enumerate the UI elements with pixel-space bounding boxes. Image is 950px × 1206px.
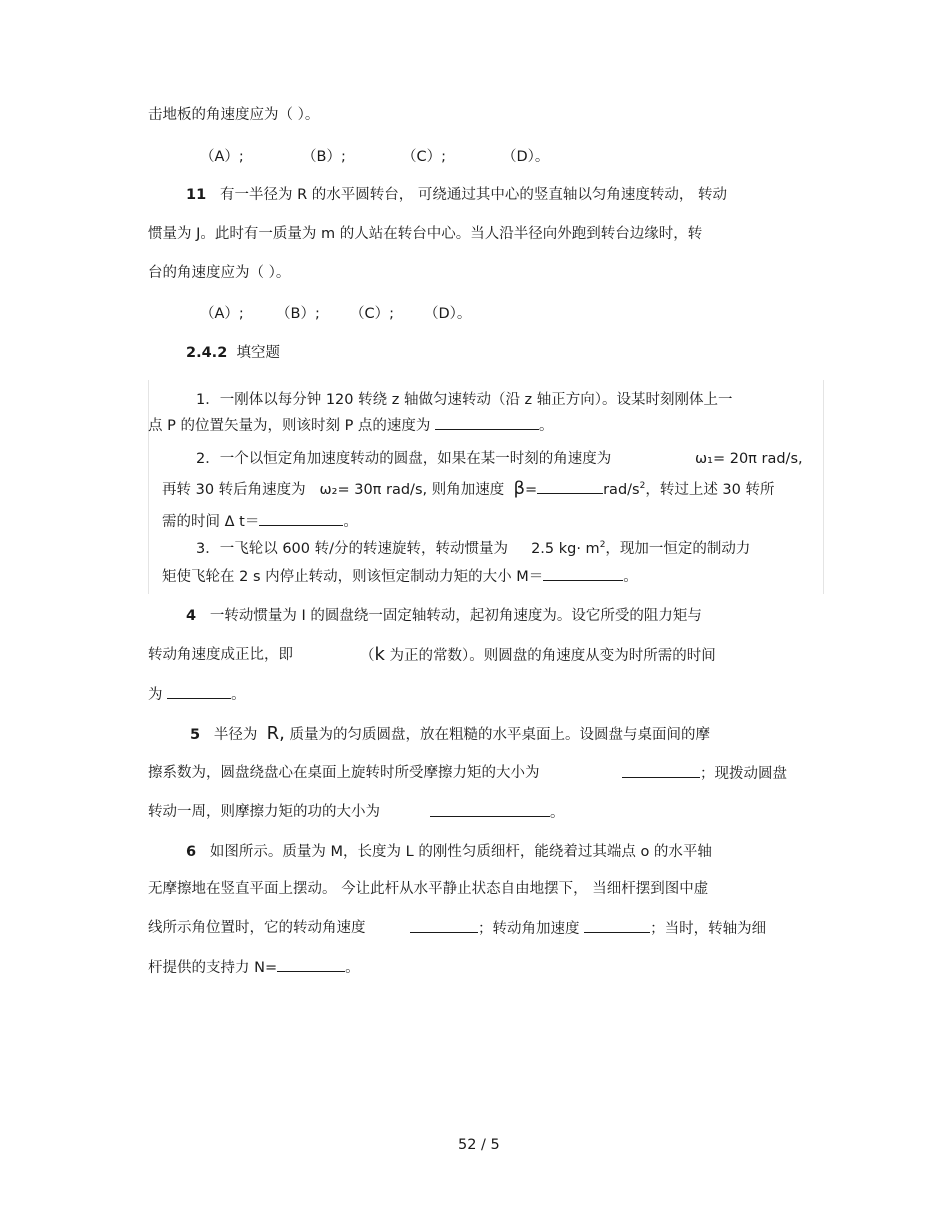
fill4-time-blank[interactable] (167, 684, 231, 699)
fill2-beta: β (513, 478, 525, 499)
fill4-line-3-text: 为 (148, 687, 163, 703)
fill6-line-3-text-c: ；当时，转轴为细 (650, 921, 767, 937)
fill2-line-2-text-c: ，转过上述 30 转所 (645, 482, 775, 498)
fill3-line-1-text-b: ，现加一恒定的制动力 (605, 541, 751, 557)
fill6-alpha-blank[interactable] (584, 918, 650, 933)
fill3-end: 。 (623, 569, 638, 585)
fill6-end: 。 (345, 960, 360, 976)
fill1-end: 。 (539, 418, 554, 434)
fill2-time-blank[interactable] (259, 511, 343, 526)
fill4-k-paren: （ (360, 648, 375, 664)
fill3-line-1 (196, 539, 750, 559)
fill6-line-3 (148, 918, 366, 938)
q10-option-c: （C）; (402, 149, 447, 165)
q10-option-a: （A）; (200, 149, 244, 165)
fill4-line-2-text-b: 为正的常数）。则圆盘的角速度从变为时所需的时间 (389, 648, 716, 664)
fill6-line-4 (148, 957, 360, 978)
fill3-line-2-text: 矩使飞轮在 2 s 内停止转动，则该恒定制动力矩的大小 M＝ (162, 569, 544, 585)
fill3-inertia-sup: 2 (599, 540, 606, 550)
fill2-eq: = (524, 482, 538, 498)
q11-option-d: （D）。 (424, 306, 472, 322)
fill5-work-blank[interactable] (430, 802, 550, 817)
q11-option-c: （C）; (350, 306, 395, 322)
fill5-number: 5 (190, 727, 201, 743)
fill6-line-2: 无摩擦地在竖直平面上摆动。 今让此杆从水平静止状态自由地摆下， 当细杆摆到图中虚 (148, 881, 709, 897)
fill6-line-1 (186, 842, 712, 862)
fill4-line-2 (148, 645, 293, 665)
fill5-line-1-text-b: 质量为的匀质圆盘，放在粗糙的水平桌面上。设圆盘与桌面间的摩 (289, 727, 710, 743)
fill2-line-3-text: 需的时间 Δ t＝ (162, 514, 260, 530)
fill6-line-1-text: 如图所示。质量为 M，长度为 L 的刚性匀质细杆，能绕着过其端点 o 的水平轴 (209, 844, 712, 860)
fill2-line-2-text-b: 则角加速度 (431, 482, 505, 498)
page-number: 52 / 5 (458, 1137, 500, 1153)
fill6-line-3-text-a: 线所示角位置时，它的转动角速度 (148, 920, 366, 936)
fill2-line-1-text: 2．一个以恒定角加速度转动的圆盘，如果在某一时刻的角速度为 (196, 451, 612, 467)
fill4-line-2-right (360, 645, 716, 666)
fill2-end: 。 (343, 514, 358, 530)
fill5-line-2: 擦系数为，圆盘绕盘心在桌面上旋转时所受摩擦力矩的大小为 (148, 765, 540, 781)
fill2-unit-sup: 2 (639, 481, 646, 491)
fill6-force-blank[interactable] (277, 957, 345, 972)
fill5-end: 。 (550, 805, 565, 821)
fill5-radius: R, (266, 723, 285, 744)
fill2-omega1: ω₁= 20π rad/s, (695, 451, 803, 467)
q11-line-1-text: 有一半径为 R 的水平圆转台， 可绕通过其中心的竖直轴以匀角速度转动， 转动 (220, 187, 728, 203)
fill6-line-4-text: 杆提供的支持力 N= (148, 960, 278, 976)
fill3-inertia: 2.5 kg· m (531, 541, 600, 557)
q10-tail-text: 击地板的角速度应为（ ）。 (148, 107, 320, 123)
fill6-omega-blank[interactable] (410, 918, 478, 933)
q11-option-a: （A）; (200, 306, 244, 322)
section-title: 填空题 (236, 345, 281, 361)
fill2-line-3 (162, 511, 358, 532)
q11-line-3: 台的角速度应为（ ）。 (148, 265, 291, 281)
fill6-line-3-right (410, 918, 766, 939)
fill4-line-2-text-a: 转动角速度成正比，即 (148, 647, 293, 663)
q11-line-1 (186, 185, 727, 205)
fill3-torque-blank[interactable] (543, 566, 623, 581)
fill2-line-2-text-a: 再转 30 转后角速度为 (162, 482, 306, 498)
fill6-line-3-text-b: ；转动角加速度 (478, 921, 580, 937)
fill1-line-2 (148, 415, 554, 436)
fill1-line-1: 1．一刚体以每分钟 120 转绕 z 轴做匀速转动（沿 z 轴正方向）。设某时刻刚体上一 (196, 392, 733, 408)
fill6-number: 6 (186, 844, 197, 860)
fill1-line-2-text: 点 P 的位置矢量为，则该时刻 P 点的速度为 (148, 418, 431, 434)
fill3-line-1-text-a: 3．一飞轮以 600 转/分的转速旋转，转动惯量为 (196, 541, 509, 557)
fill2-omega2: ω₂= 30π rad/s, (319, 482, 428, 498)
fill5-line-2-right (622, 763, 787, 784)
section-number: 2.4.2 (186, 345, 228, 361)
fill4-number: 4 (186, 608, 197, 624)
fill5-line-3-text: 转动一周，则摩擦力矩的功的大小为 (148, 804, 380, 820)
q11-number: 11 (186, 187, 207, 203)
q10-option-d: （D）。 (502, 149, 550, 165)
q11-line-2: 惯量为 J。此时有一质量为 m 的人站在转台中心。当人沿半径向外跑到转台边缘时，转 (148, 226, 703, 242)
fill4-line-1-text: 一转动惯量为 I 的圆盘绕一固定轴转动，起初角速度为。设它所受的阻力矩与 (209, 608, 702, 624)
fill5-line-3-right (430, 802, 565, 823)
fill1-answer-blank[interactable] (435, 415, 539, 430)
section-heading (186, 343, 280, 363)
fill5-line-1 (190, 724, 710, 745)
fill5-line-3 (148, 802, 380, 822)
fill4-line-1 (186, 606, 702, 626)
q10-option-b: （B）; (302, 149, 346, 165)
fill2-line-1 (196, 449, 611, 469)
fill5-line-2-text-b: ；现拨动圆盘 (700, 766, 787, 782)
fill4-k: k (374, 644, 385, 665)
fill4-line-3 (148, 684, 246, 705)
fill2-line-2 (162, 479, 775, 500)
q11-option-b: （B）; (276, 306, 320, 322)
fill2-unit: rad/s (603, 482, 640, 498)
fill5-line-1-text-a: 半径为 (213, 727, 258, 743)
fill5-torque-blank[interactable] (622, 763, 700, 778)
fill3-line-2 (162, 566, 638, 587)
fill4-end: 。 (231, 687, 246, 703)
fill2-beta-blank[interactable] (537, 479, 603, 494)
